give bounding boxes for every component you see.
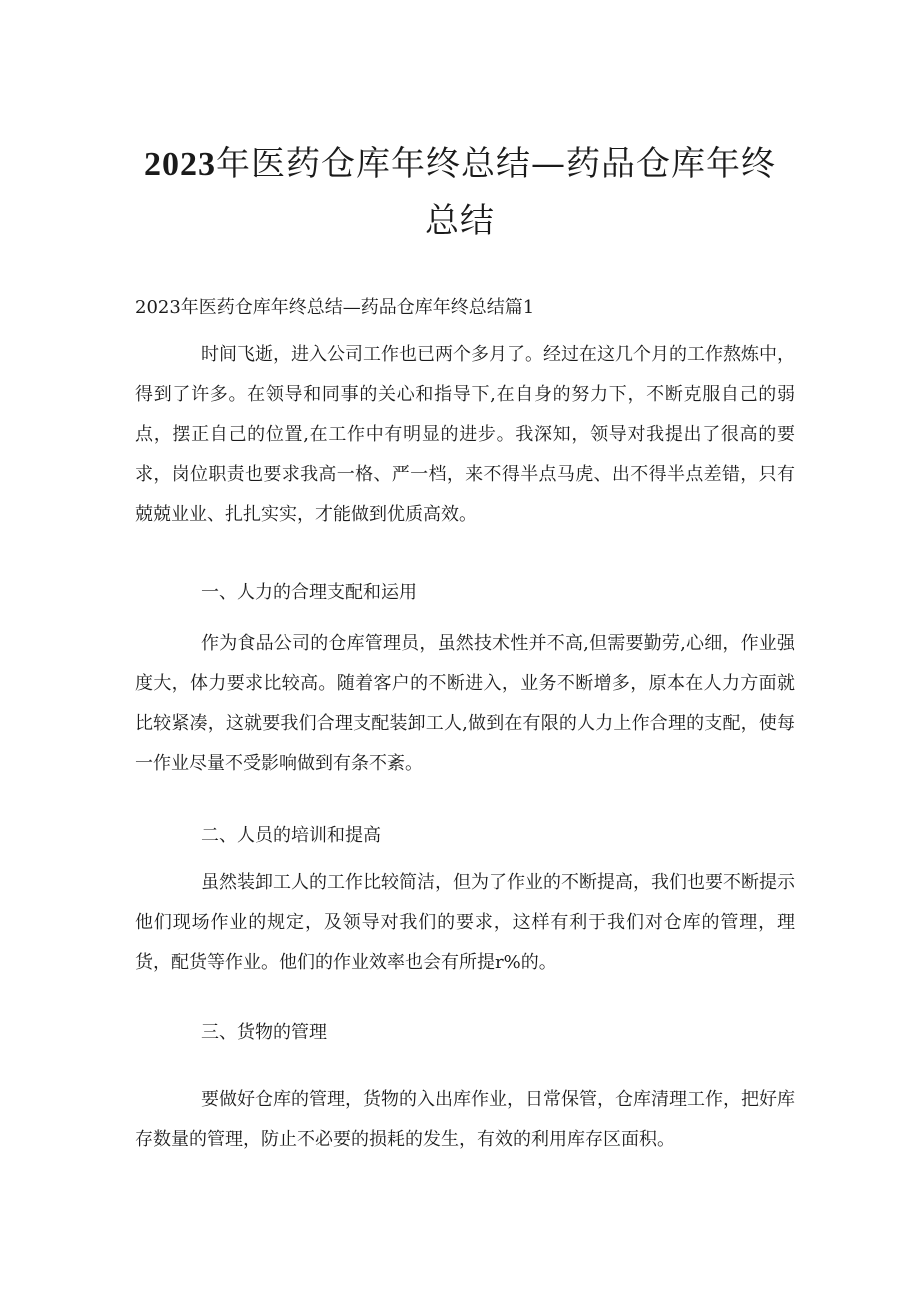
section-heading-1: 一、人力的合理支配和运用 bbox=[201, 582, 417, 603]
section-body-2: 虽然装卸工人的工作比较简洁，但为了作业的不断提高，我们也要不断提示他们现场作业的规定，及领导对我们的要求，这样有利于我们对仓库的管理，理货，配货等作业。他们的作业效率也会有所提r%的。 bbox=[135, 872, 795, 973]
section-body-3: 要做好仓库的管理，货物的入出库作业，日常保管，仓库清理工作，把好库存数量的管理，防止不必要的损耗的发生，有效的利用库存区面积。 bbox=[135, 1089, 795, 1150]
document-subtitle: 2023年医药仓库年终总结—药品仓库年终总结篇1 bbox=[135, 297, 535, 318]
section-heading-2: 二、人员的培训和提高 bbox=[201, 825, 381, 846]
section-heading-3: 三、货物的管理 bbox=[201, 1022, 327, 1043]
title-text: 年医药仓库年终总结—药品仓库年终总结 bbox=[216, 144, 776, 241]
section-body-1: 作为食品公司的仓库管理员，虽然技术性并不高,但需要勤劳,心细，作业强度大，体力要求比较高。随着客户的不断进入，业务不断增多，原本在人力方面就比较紧凑，这就要我们合理支配装卸工人,做到在有限的人力上作合理的支配，使每一作业尽量不受影响做到有条不紊。 bbox=[135, 633, 795, 774]
title-year: 2023 bbox=[144, 146, 216, 183]
document-title bbox=[130, 136, 790, 250]
intro-paragraph: 时间飞逝，进入公司工作也已两个多月了。经过在这几个月的工作熬炼中，得到了许多。在领导和同事的关心和指导下,在自身的努力下，不断克服自己的弱点，摆正自己的位置,在工作中有明显的进步。我深知，领导对我提出了很高的要求，岗位职责也要求我高一格、严一档，来不得半点马虎、出不得半点差错，只有兢兢业业、扎扎实实，才能做到优质高效。 bbox=[135, 344, 795, 525]
